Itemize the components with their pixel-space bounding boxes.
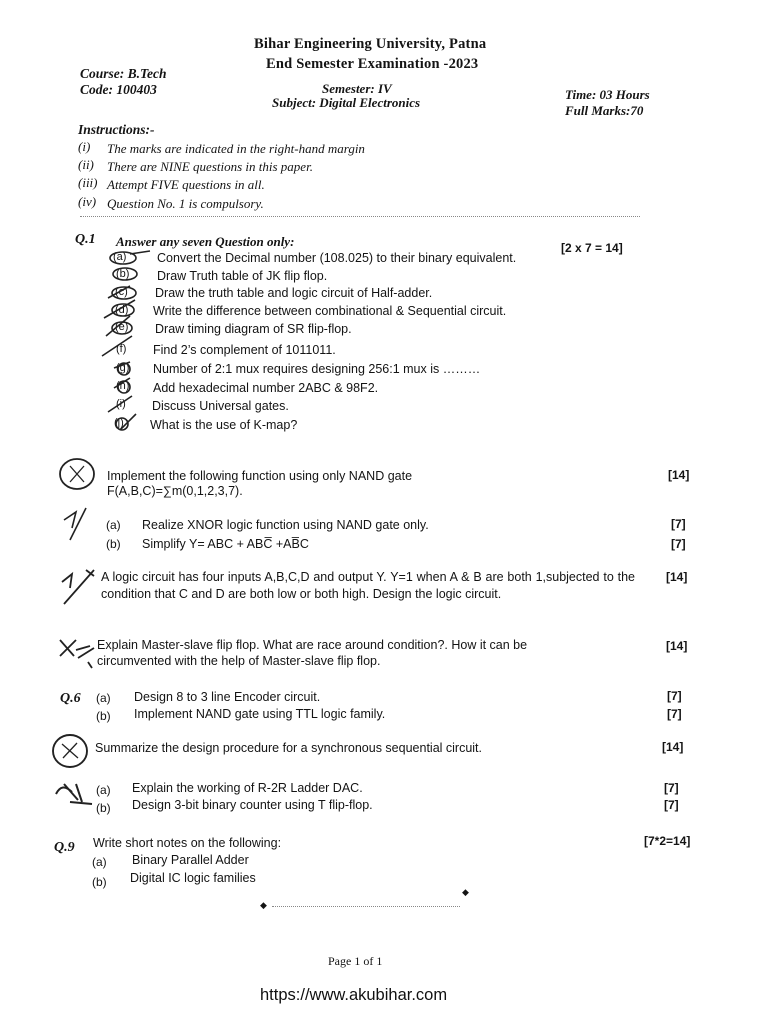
part-label: (b) — [116, 268, 130, 280]
q2-line2: F(A,B,C)=∑m(0,1,2,3,7). — [107, 484, 243, 498]
q5-tick-mark — [56, 632, 100, 672]
section-divider — [80, 216, 640, 217]
q4-tick-mark — [58, 566, 102, 610]
semester: Semester: IV — [322, 81, 392, 96]
part-label: (c) — [115, 286, 128, 298]
end-diamond-right: ◆ — [462, 887, 469, 897]
q9-marks: [7*2=14] — [644, 834, 691, 848]
instructions-title: Instructions:- — [78, 122, 155, 137]
q8-b-label: (b) — [96, 801, 111, 815]
q9-number: Q.9 — [54, 840, 75, 855]
q3-tick-mark — [60, 506, 100, 542]
time: Time: 03 Hours — [565, 87, 650, 102]
end-diamond-left: ◆ — [260, 900, 267, 910]
course-code: Code: 100403 — [80, 82, 157, 97]
q3-b-label: (b) — [106, 537, 121, 551]
full-marks: Full Marks:70 — [565, 103, 644, 118]
q9-text: Write short notes on the following: — [93, 836, 282, 850]
part-label: (j) — [114, 417, 124, 429]
q1-title: Answer any seven Question only: — [116, 234, 295, 249]
q1-part-b: Draw Truth table of JK flip flop. — [157, 269, 328, 283]
q3-b-text: Simplify Y= ABC + ABC̅ +AB̅C — [142, 537, 309, 551]
part-label: (e) — [115, 321, 129, 333]
q4-marks: [14] — [666, 570, 688, 584]
q1-number: Q.1 — [75, 232, 96, 247]
q5-line1: Explain Master-slave flip flop. What are race around condition?. How it can be — [97, 638, 528, 652]
end-dotted-line — [272, 906, 460, 907]
instruction-num: (iv) — [78, 194, 97, 209]
instruction-num: (ii) — [78, 157, 94, 172]
q9-a-text: Binary Parallel Adder — [132, 853, 249, 867]
q6-b-label: (b) — [96, 709, 111, 723]
q6-a-marks: [7] — [667, 689, 682, 703]
q1-part-d: Write the difference between combinational & Sequential circuit. — [153, 304, 507, 318]
q1-marks: [2 x 7 = 14] — [561, 241, 623, 255]
q9-b-label: (b) — [92, 875, 107, 889]
q7-circle-mark — [50, 732, 94, 772]
part-label: (d) — [115, 304, 129, 316]
subject: Subject: Digital Electronics — [272, 95, 421, 110]
q6-b-text: Implement NAND gate using TTL logic family. — [134, 707, 386, 721]
q1-part-i: Discuss Universal gates. — [152, 399, 289, 413]
q9-a-label: (a) — [92, 855, 107, 869]
q3-b-marks: [7] — [671, 537, 686, 551]
source-url[interactable]: https://www.akubihar.com — [260, 986, 448, 1004]
q8-tick-mark — [52, 778, 98, 808]
instruction-text: There are NINE questions in this paper. — [107, 159, 313, 174]
course: Course: B.Tech — [80, 66, 167, 81]
q8-b-text: Design 3-bit binary counter using T flip-flop. — [132, 798, 373, 812]
q6-number: Q.6 — [60, 691, 81, 706]
q2-marks: [14] — [668, 468, 690, 482]
q2-circle-mark — [56, 456, 100, 494]
q1-part-c: Draw the truth table and logic circuit of Half-adder. — [155, 286, 433, 300]
q3-a-marks: [7] — [671, 517, 686, 531]
q7-text: Summarize the design procedure for a synchronous sequential circuit. — [95, 741, 483, 755]
q5-marks: [14] — [666, 639, 688, 653]
q5-line2: circumvented with the help of Master-slave flip flop. — [97, 654, 381, 668]
exam-title: End Semester Examination -2023 — [266, 56, 479, 72]
part-label: (h) — [116, 380, 130, 392]
part-label: (i) — [116, 398, 126, 410]
q3-a-text: Realize XNOR logic function using NAND gate only. — [142, 518, 429, 532]
q1-part-g: Number of 2:1 mux requires designing 256:1 mux is ……… — [153, 362, 481, 376]
instruction-text: The marks are indicated in the right-hand margin — [107, 141, 365, 156]
q1-part-f: Find 2’s complement of 1011011. — [153, 343, 336, 357]
q6-b-marks: [7] — [667, 707, 682, 721]
university-name: Bihar Engineering University, Patna — [254, 36, 487, 52]
part-label: (f) — [116, 343, 127, 355]
handwritten-tick-marks — [100, 248, 170, 438]
q8-a-marks: [7] — [664, 781, 679, 795]
q2-line1: Implement the following function using only NAND gate — [107, 469, 413, 483]
q3-a-label: (a) — [106, 518, 121, 532]
q1-part-j: What is the use of K-map? — [150, 418, 298, 432]
q7-marks: [14] — [662, 740, 684, 754]
part-label: (g) — [116, 362, 130, 374]
q1-part-a: Convert the Decimal number (108.025) to their binary equivalent. — [157, 251, 517, 265]
q8-b-marks: [7] — [664, 798, 679, 812]
q6-a-text: Design 8 to 3 line Encoder circuit. — [134, 690, 321, 704]
q6-a-label: (a) — [96, 691, 111, 705]
q8-a-text: Explain the working of R-2R Ladder DAC. — [132, 781, 363, 795]
instruction-text: Question No. 1 is compulsory. — [107, 196, 264, 211]
part-label: (a) — [113, 251, 127, 263]
q8-a-label: (a) — [96, 783, 111, 797]
q1-part-h: Add hexadecimal number 2ABC & 98F2. — [153, 381, 379, 395]
instruction-num: (i) — [78, 139, 91, 154]
q4-text: A logic circuit has four inputs A,B,C,D and output Y. Y=1 when A & B are both 1,subjected to the condition that C and D are both low or both high. Design the logic circuit. — [101, 570, 635, 601]
q1-part-e: Draw timing diagram of SR flip-flop. — [155, 322, 352, 336]
instruction-text: Attempt FIVE questions in all. — [107, 177, 265, 192]
q9-b-text: Digital IC logic families — [130, 871, 256, 885]
page-number: Page 1 of 1 — [328, 954, 383, 968]
instruction-num: (iii) — [78, 175, 98, 190]
